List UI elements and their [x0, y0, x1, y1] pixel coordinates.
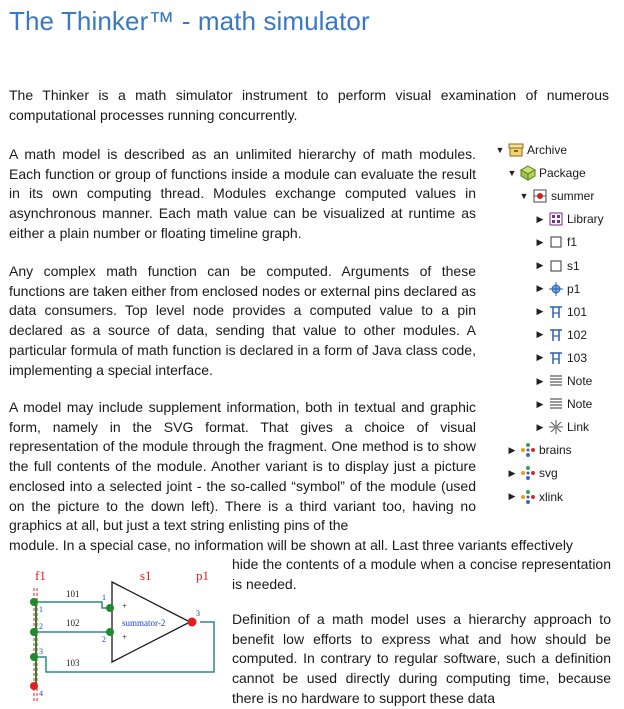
collapsed-arrow-icon[interactable]: ▶ [536, 213, 544, 224]
svg-node-icon [520, 442, 536, 458]
link-icon [548, 419, 564, 435]
collapsed-arrow-icon[interactable]: ▶ [536, 352, 544, 363]
expanded-arrow-icon[interactable]: ▼ [519, 191, 529, 202]
tree-item-label: 103 [567, 350, 588, 365]
tree-item-102[interactable] [534, 325, 587, 345]
tree-item-label: summer [551, 189, 595, 204]
tree-item-101[interactable] [534, 302, 587, 322]
collapsed-arrow-icon[interactable]: ▶ [508, 444, 516, 455]
tree-item-103[interactable] [534, 348, 587, 368]
svg-paragraph-continued: module. In a special case, no information will be shown at all. Last three variants effectively [9, 537, 573, 553]
collapsed-arrow-icon[interactable]: ▶ [536, 283, 544, 294]
pin-number-2: 2 [39, 622, 43, 631]
tree-item-label: Note [567, 397, 593, 412]
collapsed-arrow-icon[interactable]: ▶ [536, 398, 544, 409]
tree-item-package[interactable] [506, 163, 586, 183]
tree-item-label: 101 [567, 304, 588, 319]
expanded-arrow-icon[interactable]: ▼ [507, 168, 517, 179]
output-number: 3 [196, 609, 200, 618]
collapsed-arrow-icon[interactable]: ▶ [508, 467, 516, 478]
pin-number-4: 4 [39, 689, 43, 698]
tree-item-label: Archive [527, 143, 568, 157]
tree-item-label: s1 [567, 258, 580, 273]
pin-icon [548, 258, 564, 274]
input-number-1: 1 [102, 593, 106, 602]
input-1-dot [106, 604, 114, 612]
tree-item-label: Package [539, 166, 586, 181]
tree-item-svg[interactable] [506, 463, 558, 483]
library-icon [548, 211, 564, 227]
module-icon [532, 188, 548, 204]
note-icon [548, 396, 564, 412]
collapsed-arrow-icon[interactable]: ▶ [536, 306, 544, 317]
tree-item-label: brains [539, 443, 572, 458]
page-title: The Thinker™ - math simulator [9, 6, 370, 36]
expanded-arrow-icon[interactable]: ▼ [495, 145, 505, 155]
tree-item-brains[interactable] [506, 440, 572, 460]
node-icon [548, 281, 564, 297]
svg-paragraph: A model may include supplement information, both in textual and graphic form, namely in the SVG format. That gives a choice of visual representation of the module through the fragment. One method is to show the full contents of the module. Another variant is to display just a picture enclosed into a selected joint - the so-called “symbol” of the module (used on the picture to the down left). There is a third variant too, having no graphics at all, but just a text string enlisting pins of the [9, 399, 476, 534]
tree-item-summer[interactable] [518, 186, 594, 206]
tree-item-s1[interactable] [534, 256, 580, 276]
tree-item-label: Link [567, 420, 590, 435]
collapsed-arrow-icon[interactable]: ▶ [536, 260, 544, 270]
input-sign-2: + [122, 632, 128, 642]
note-icon [548, 373, 564, 389]
tree-item-label: Library [567, 212, 604, 227]
pin-label-f1: f1 [35, 568, 46, 583]
joint-label-101: 101 [66, 589, 80, 599]
tree-item-p1[interactable] [534, 279, 580, 299]
tree-item-label: svg [539, 466, 558, 481]
tree-item-note[interactable] [534, 394, 592, 414]
pin-label-s1: s1 [140, 568, 152, 583]
output-dot [188, 618, 197, 627]
input-number-2: 2 [102, 635, 106, 644]
input-sign-1: + [122, 601, 128, 611]
package-icon [520, 165, 536, 181]
pin-label-p1: p1 [196, 568, 209, 583]
svg-node-icon [520, 465, 536, 481]
pin-number-1: 1 [39, 605, 43, 614]
collapsed-arrow-icon[interactable]: ▶ [508, 491, 516, 501]
pin-number-3: 3 [39, 647, 43, 656]
collapsed-arrow-icon[interactable]: ▶ [536, 236, 544, 247]
archive-icon [508, 142, 524, 158]
tree-item-xlink[interactable] [506, 487, 563, 507]
collapsed-arrow-icon[interactable]: ▶ [536, 375, 544, 386]
svg-node-icon [520, 489, 536, 505]
joint-icon [548, 327, 564, 343]
intro-paragraph: The Thinker is a math simulator instrument to perform visual examination of numerous computational processes running concurrently. [9, 87, 609, 123]
tree-item-library[interactable] [534, 209, 604, 229]
svg-paragraph-end: hide the contents of a module when a concise representation is needed. [232, 556, 611, 592]
pin-2-dot [30, 628, 38, 636]
tree-item-f1[interactable] [534, 232, 577, 252]
wire-101 [36, 602, 110, 608]
tree-item-label: Note [567, 374, 593, 388]
tree-item-label: xlink [539, 489, 564, 504]
collapsed-arrow-icon[interactable]: ▶ [536, 421, 544, 432]
tree-item-label: p1 [567, 281, 581, 296]
tree-item-note[interactable] [534, 371, 592, 391]
input-2-dot [106, 628, 114, 636]
summator-diagram [22, 566, 227, 705]
tree-item-link[interactable] [534, 417, 589, 437]
pin-3-dot [30, 653, 38, 661]
tree-item-label: f1 [567, 235, 578, 250]
joint-label-102: 102 [66, 618, 80, 628]
definition-paragraph: Definition of a math model uses a hierarchy approach to benefit low efforts to express what and how should be computed. In contrary to regular software, such a definition cannot be used directly during computing time, because there is no hardware to support these data [232, 611, 611, 706]
tree-item-label: 102 [567, 327, 588, 342]
pin-icon [548, 234, 564, 250]
joint-icon [548, 304, 564, 320]
collapsed-arrow-icon[interactable]: ▶ [536, 329, 544, 340]
pin-4-dot [30, 682, 38, 690]
summator-label: summator-2 [122, 618, 166, 628]
joint-icon [548, 350, 564, 366]
joint-label-103: 103 [66, 658, 80, 668]
functions-paragraph: Any complex math function can be computed. Arguments of these functions are taken either from enclosed nodes or external pins declared as data consumers. Top level node provides a computed value to a pin declared as a source of data, sending that value to other modules. A particular formula of math function is declared in a form of Java class code, implementing a special interface. [9, 263, 476, 378]
tree-item-archive[interactable] [494, 140, 567, 160]
pin-1-dot [30, 598, 38, 606]
model-paragraph: A math model is described as an unlimited hierarchy of math modules. Each function or group of functions inside a module can evaluate the result in its own computing thread. Modules exchange computed values in asynchronous manner. Each math value can be visualized at runtime as either a plain number or floating timeline graph. [9, 146, 476, 241]
